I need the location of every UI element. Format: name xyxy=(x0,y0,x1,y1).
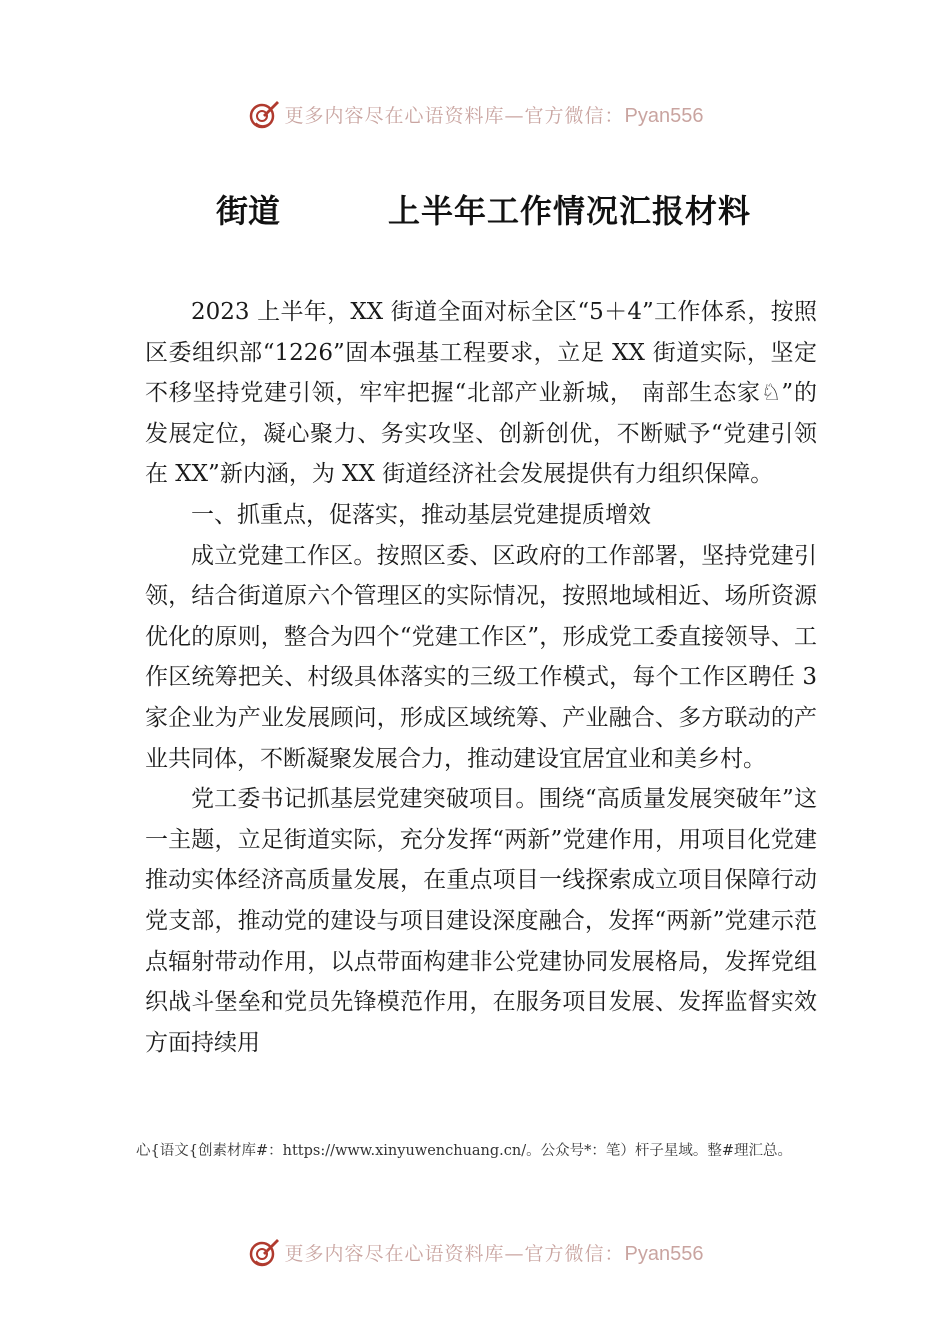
paragraph-intro: 2023 上半年，XX 街道全面对标全区“5＋4”工作体系，按照区委组织部“1226”固本强基工程要求，立足 XX 街道实际，坚定不移坚持党建引领，牢牢把握“北部产业新城， 南部生态家♘”的发展定位，凝心聚力、务实攻坚、创新创优，不断赋予“党建引领在 XX”新内涵，为 XX 街道经济社会发展提供有力组织保障。 xyxy=(145,299,817,488)
watermark-wechat-id: Pyan556 xyxy=(624,1242,704,1265)
title-part-2: 上半年工作情况汇报材料 xyxy=(388,192,752,230)
paragraph-work-zone: 成立党建工作区。按照区委、区政府的工作部署，坚持党建引领，结合街道原六个管理区的实际情况，按照地域相近、场所资源优化的原则，整合为四个“党建工作区”，形成党工委直接领导、工作区统筹把关、村级具体落实的三级工作模式，每个工作区聘任 3 家企业为产业发展顾问，形成区域统筹、产业融合、多方联动的产业共同体，不断凝聚发展合力，推动建设宜居宜业和美乡村。 xyxy=(145,542,817,772)
watermark-text: 更多内容尽在心语资料库—官方微信： xyxy=(284,104,625,127)
watermark-text: 更多内容尽在心语资料库—官方微信： xyxy=(284,1242,625,1265)
paragraph-breakthrough-project: 党工委书记抓基层党建突破项目。围绕“高质量发展突破年”这一主题，立足街道实际，充分发挥“两新”党建作用，用项目化党建推动实体经济高质量发展，在重点项目一线探索成立项目保障行动党支部，推动党的建设与项目建设深度融合，发挥“两新”党建示范点辐射带动作用，以点带面构建非公党建协同发展格局，发挥党组织战斗堡垒和党员先锋模范作用，在服务项目发展、发挥监督实效方面持续用 xyxy=(145,786,817,1056)
document-title xyxy=(0,186,950,236)
pen-circle-icon xyxy=(247,1235,281,1269)
document-body xyxy=(145,292,817,1063)
watermark-wechat-id: Pyan556 xyxy=(624,104,704,127)
source-footnote: 心{语文{创素材库#：https://www.xinyuwenchuang.cn/。公众号*：笔）杆子星域。整#理汇总。 xyxy=(136,1143,793,1159)
pen-circle-icon xyxy=(247,97,281,131)
section-heading-1: 一、抓重点，促落实，推动基层党建提质增效 xyxy=(191,501,651,528)
watermark-banner-bottom xyxy=(0,1232,950,1272)
title-part-1: 街道 xyxy=(216,192,281,230)
watermark-banner-top xyxy=(0,94,950,134)
